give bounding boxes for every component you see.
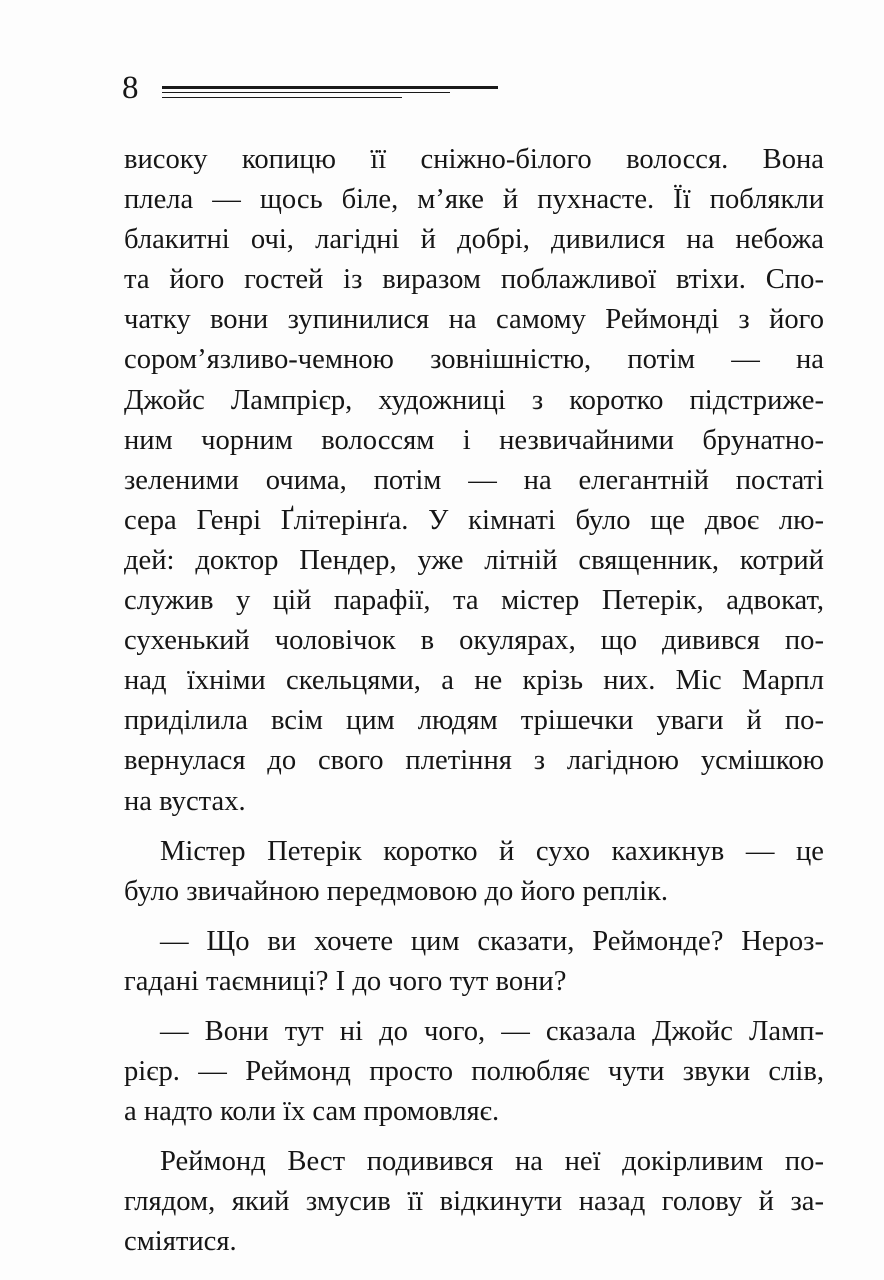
- text-line: над їхніми скельцями, а не крізь них. Міс Марпл: [124, 665, 824, 697]
- text-line: — Вони тут ні до чого, — сказала Джойс Ламп-: [160, 1015, 824, 1047]
- text-line: було звичайною передмовою до його реплік.: [124, 875, 669, 907]
- text-line: сухенький чоловічок в окулярах, що дивився по-: [124, 625, 824, 657]
- text-line: сміятися.: [124, 1226, 237, 1258]
- body-text: [124, 140, 824, 1263]
- paragraph: [124, 1142, 824, 1262]
- header-rule-short: [162, 97, 402, 98]
- paragraph-spacing: [124, 1002, 824, 1012]
- paragraph: [124, 832, 824, 912]
- text-line: плела — щось біле, м’яке й пухнасте. Її поблякли: [124, 184, 824, 216]
- text-line: а надто коли їх сам промовляє.: [124, 1096, 500, 1128]
- paragraph: [124, 922, 824, 1002]
- paragraph: [124, 1012, 824, 1132]
- paragraph-spacing: [124, 822, 824, 832]
- text-line: дей: доктор Пендер, уже літній священник, котрий: [124, 544, 824, 576]
- text-line: та його гостей із виразом поблажливої втіхи. Спо-: [124, 264, 824, 296]
- page-header: [122, 68, 502, 108]
- text-line: вернулася до свого плетіння з лагідною усмішкою: [124, 745, 824, 777]
- text-line: глядом, який змусив її відкинути назад голову й за-: [124, 1186, 824, 1218]
- text-line: гадані таємниці? І до чого тут вони?: [124, 965, 567, 997]
- text-line: Реймонд Вест подивився на неї докірливим по-: [160, 1146, 824, 1178]
- paragraph: [124, 140, 824, 822]
- text-line: сором’язливо-чемною зовнішністю, потім — на: [124, 344, 824, 376]
- text-line: на вустах.: [124, 785, 246, 817]
- paragraph-spacing: [124, 912, 824, 922]
- page-number: 8: [122, 70, 139, 106]
- text-line: ним чорним волоссям і незвичайними брунатно-: [124, 424, 824, 456]
- header-rule-thin: [162, 92, 450, 93]
- header-rule-thick: [162, 86, 498, 89]
- text-line: приділила всім цим людям трішечки уваги й по-: [124, 705, 824, 737]
- text-line: Містер Петерік коротко й сухо кахикнув — це: [160, 835, 824, 867]
- text-line: сера Генрі Ґлітерінґа. У кімнаті було ще двоє лю-: [124, 504, 824, 536]
- text-line: Джойс Лампрієр, художниці з коротко підстриже-: [124, 384, 824, 416]
- text-line: блакитні очі, лагідні й добрі, дивилися на небожа: [124, 224, 824, 256]
- text-line: служив у цій парафії, та містер Петерік, адвокат,: [124, 585, 824, 617]
- text-line: чатку вони зупинилися на самому Реймонді з його: [124, 304, 824, 336]
- paragraph-spacing: [124, 1132, 824, 1142]
- text-line: — Що ви хочете цим сказати, Реймонде? Нероз-: [160, 925, 824, 957]
- text-line: зеленими очима, потім — на елегантній постаті: [124, 464, 824, 496]
- text-line: рієр. — Реймонд просто полюбляє чути звуки слів,: [124, 1056, 824, 1088]
- text-line: високу копицю її сніжно-білого волосся. Вона: [124, 144, 824, 175]
